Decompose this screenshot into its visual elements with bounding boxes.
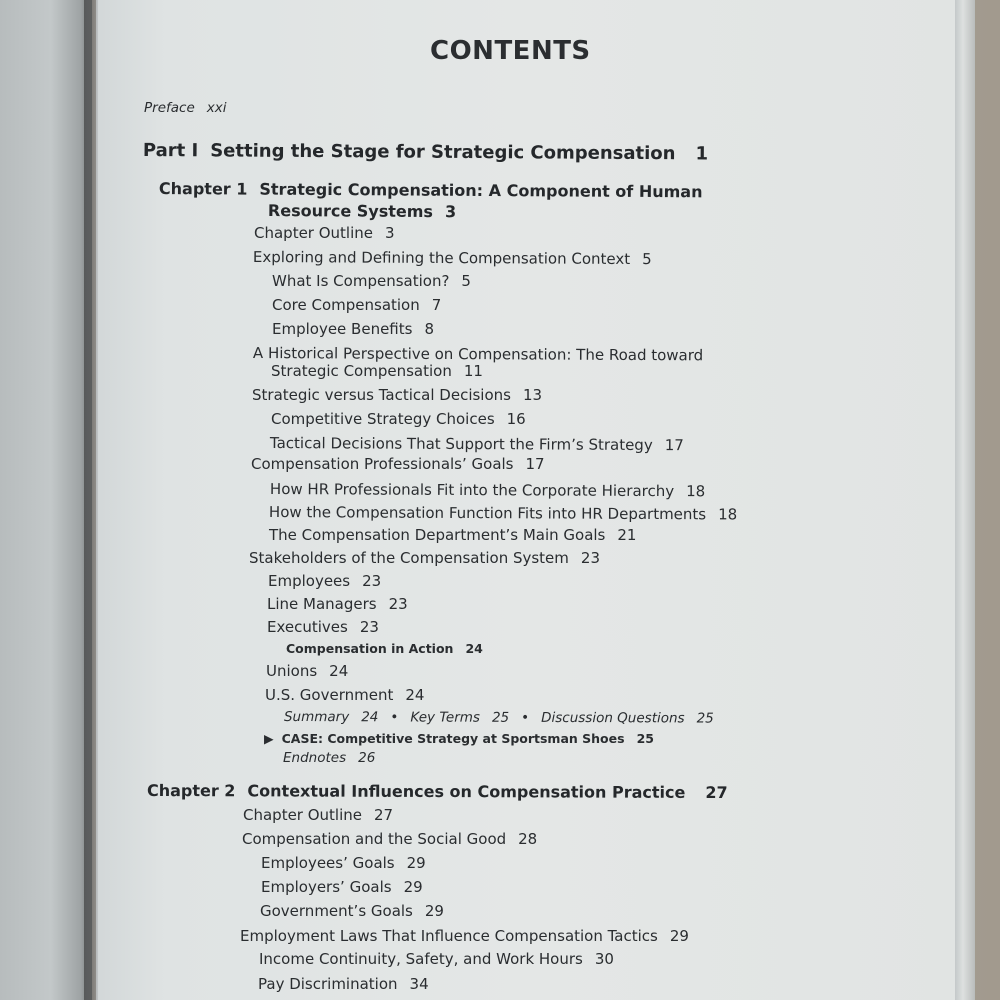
page-edge bbox=[955, 0, 975, 1000]
chapter-label: Chapter 2 bbox=[146, 781, 236, 801]
book-gutter bbox=[84, 0, 98, 1000]
toc-entry: Stakeholders of the Compensation System 23 bbox=[249, 549, 600, 567]
toc-subentry: Unions 24 bbox=[266, 662, 349, 680]
toc-subentry: Employees’ Goals 29 bbox=[261, 854, 426, 872]
toc-subentry: How HR Professionals Fit into the Corporate Hierarchy 18 bbox=[269, 480, 706, 501]
toc-endnotes: Endnotes 26 bbox=[283, 750, 376, 766]
toc-subentry: Competitive Strategy Choices 16 bbox=[271, 410, 526, 428]
toc-entry: A Historical Perspective on Compensation: The Road toward bbox=[252, 344, 704, 365]
chapter-title: Contextual Influences on Compensation Practice bbox=[247, 781, 686, 802]
toc-chapter-1 bbox=[159, 179, 703, 201]
toc-case: ▶ CASE: Competitive Strategy at Sportsman Shoes 25 bbox=[264, 731, 654, 746]
chapter-label: Chapter 1 bbox=[158, 179, 248, 199]
chapter-page: 3 bbox=[444, 202, 457, 222]
toc-entry-continued: Strategic Compensation 11 bbox=[271, 362, 483, 380]
toc-entry: Chapter Outline 3 bbox=[254, 224, 395, 242]
part-label: Part I bbox=[142, 140, 199, 162]
toc-chapter-1-continued bbox=[268, 201, 456, 221]
toc-entry: Employment Laws That Influence Compensation Tactics 29 bbox=[240, 927, 689, 945]
toc-chapter-2 bbox=[147, 781, 728, 802]
toc-entry: Exploring and Defining the Compensation Context 5 bbox=[252, 248, 652, 269]
chapter-page: 27 bbox=[705, 782, 728, 803]
part-page: 1 bbox=[695, 143, 709, 165]
preface-page: xxi bbox=[206, 100, 227, 116]
chapter-title-line2: Resource Systems bbox=[267, 201, 434, 222]
toc-subentry: Core Compensation 7 bbox=[272, 296, 442, 314]
toc-entry: Compensation and the Social Good 28 bbox=[242, 830, 538, 848]
toc-subentry: How the Compensation Function Fits into HR Departments 18 bbox=[268, 503, 738, 524]
toc-preface bbox=[144, 100, 227, 116]
toc-subentry: Executives 23 bbox=[267, 618, 379, 636]
toc-review-line: Summary 24 • Key Terms 25 • Discussion Questions 25 bbox=[283, 709, 714, 727]
contents-page bbox=[96, 0, 962, 1000]
left-page-edge bbox=[0, 0, 92, 1000]
toc-feature: Compensation in Action 24 bbox=[286, 641, 483, 656]
preface-label: Preface bbox=[144, 100, 195, 116]
toc-subentry: Government’s Goals 29 bbox=[260, 902, 444, 920]
toc-part-1 bbox=[143, 140, 708, 164]
triangle-right-icon: ▶ bbox=[264, 731, 274, 746]
page-title: CONTENTS bbox=[430, 36, 591, 66]
toc-entry: Compensation Professionals’ Goals 17 bbox=[251, 455, 545, 473]
toc-subentry: The Compensation Department’s Main Goals 21 bbox=[269, 526, 637, 544]
toc-subentry: Employers’ Goals 29 bbox=[261, 878, 423, 896]
toc-subentry: Employee Benefits 8 bbox=[272, 320, 435, 338]
toc-subentry: U.S. Government 24 bbox=[265, 686, 425, 704]
toc-subentry: Employees 23 bbox=[268, 572, 382, 590]
toc-entry: Chapter Outline 27 bbox=[243, 806, 394, 824]
toc-subentry: Income Continuity, Safety, and Work Hours 30 bbox=[259, 950, 614, 968]
chapter-title: Strategic Compensation: A Component of Human bbox=[259, 179, 703, 202]
part-title: Setting the Stage for Strategic Compensation bbox=[210, 140, 676, 165]
toc-subentry: Tactical Decisions That Support the Firm’s Strategy 17 bbox=[269, 434, 684, 455]
toc-subentry: What Is Compensation? 5 bbox=[272, 272, 471, 290]
toc-entry: Strategic versus Tactical Decisions 13 bbox=[252, 386, 543, 404]
toc-subentry: Pay Discrimination 34 bbox=[258, 975, 429, 993]
toc-subentry: Line Managers 23 bbox=[267, 595, 408, 613]
